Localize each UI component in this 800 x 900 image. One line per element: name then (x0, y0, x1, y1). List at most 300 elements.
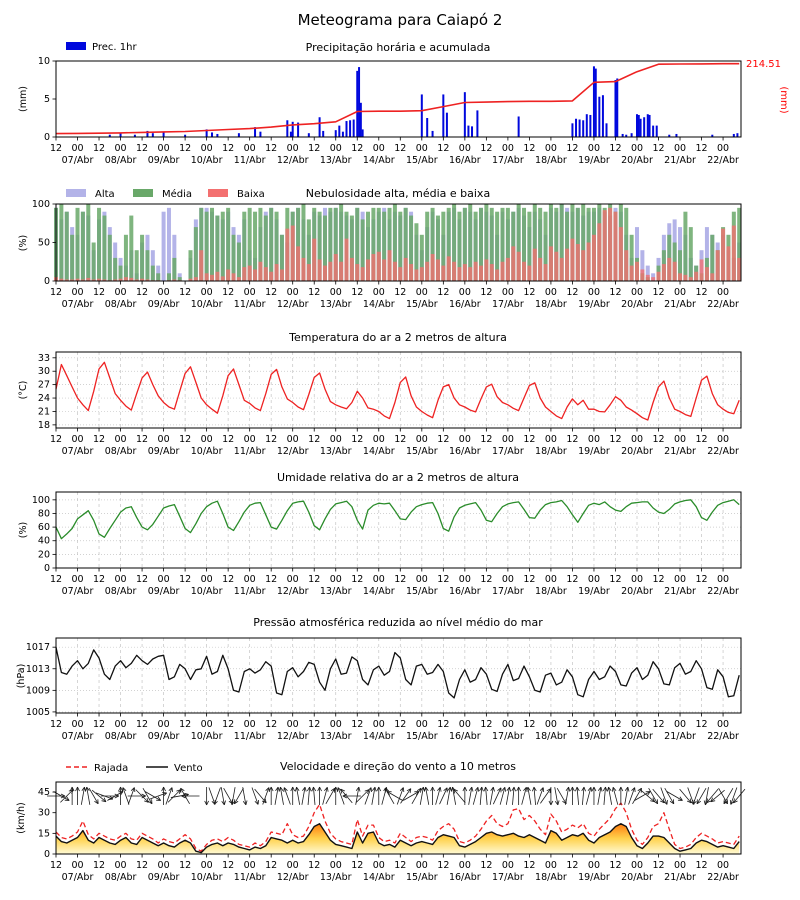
svg-text:21/Abr: 21/Abr (664, 731, 696, 742)
svg-text:21/Abr: 21/Abr (664, 446, 696, 457)
svg-text:00: 00 (372, 574, 385, 585)
svg-text:30: 30 (37, 366, 50, 378)
svg-text:00: 00 (114, 143, 127, 154)
svg-text:09/Abr: 09/Abr (147, 299, 180, 310)
svg-text:12: 12 (179, 574, 192, 585)
svg-text:12: 12 (480, 574, 493, 585)
svg-text:12: 12 (652, 860, 665, 871)
svg-text:12: 12 (136, 143, 149, 154)
svg-text:00: 00 (372, 719, 385, 730)
svg-text:30: 30 (37, 807, 50, 819)
svg-text:12: 12 (222, 574, 235, 585)
svg-text:00: 00 (71, 143, 84, 154)
svg-text:17/Abr: 17/Abr (492, 586, 524, 597)
svg-text:00: 00 (286, 287, 299, 298)
svg-text:00: 00 (673, 574, 687, 585)
svg-text:100: 100 (31, 494, 50, 506)
svg-text:09/Abr: 09/Abr (147, 731, 180, 742)
svg-text:00: 00 (114, 287, 127, 298)
svg-text:00: 00 (329, 860, 342, 871)
svg-text:00: 00 (501, 574, 514, 585)
svg-text:18/Abr: 18/Abr (535, 446, 567, 457)
svg-text:12: 12 (566, 719, 579, 730)
svg-text:08/Abr: 08/Abr (104, 586, 137, 597)
svg-text:00: 00 (587, 574, 601, 585)
svg-text:00: 00 (458, 434, 471, 445)
svg-text:18/Abr: 18/Abr (535, 731, 567, 742)
svg-text:12: 12 (695, 287, 708, 298)
chart-title-humidity: Umidade relativa do ar a 2 metros de altura (276, 471, 520, 484)
cloudiness-plot-area (32, 199, 741, 310)
svg-text:18: 18 (37, 419, 50, 431)
accumulated-total-value: 214.51 (746, 59, 781, 70)
svg-text:14/Abr: 14/Abr (362, 299, 395, 310)
svg-text:22/Abr: 22/Abr (707, 299, 739, 310)
svg-text:12: 12 (308, 860, 321, 871)
svg-text:12: 12 (609, 434, 622, 445)
svg-text:12: 12 (695, 719, 708, 730)
svg-text:00: 00 (673, 719, 687, 730)
svg-text:12: 12 (437, 719, 450, 730)
legend-label-prec1hr: Prec. 1hr (92, 42, 137, 53)
svg-text:00: 00 (243, 143, 256, 154)
svg-text:12: 12 (437, 574, 450, 585)
svg-text:12: 12 (92, 719, 106, 730)
chart-title-wind: Velocidade e direção do vento a 10 metros (280, 760, 516, 773)
svg-text:00: 00 (157, 287, 170, 298)
svg-text:12/Abr: 12/Abr (276, 731, 309, 742)
svg-text:00: 00 (630, 143, 644, 154)
svg-text:12: 12 (351, 574, 364, 585)
svg-text:16/Abr: 16/Abr (448, 586, 481, 597)
svg-text:22/Abr: 22/Abr (707, 155, 739, 166)
svg-text:00: 00 (630, 434, 644, 445)
svg-text:08/Abr: 08/Abr (104, 731, 137, 742)
svg-text:1017: 1017 (25, 642, 50, 654)
svg-text:12: 12 (179, 143, 192, 154)
svg-text:20/Abr: 20/Abr (621, 155, 653, 166)
svg-text:19/Abr: 19/Abr (578, 872, 610, 883)
chart-title-cloudiness: Nebulosidade alta, média e baixa (305, 187, 491, 200)
svg-text:14/Abr: 14/Abr (362, 872, 395, 883)
temperature-plot-area (38, 352, 741, 457)
svg-text:14/Abr: 14/Abr (362, 446, 395, 457)
svg-text:00: 00 (630, 574, 644, 585)
svg-text:13/Abr: 13/Abr (319, 446, 352, 457)
svg-text:12: 12 (308, 574, 321, 585)
svg-text:00: 00 (286, 574, 299, 585)
svg-text:00: 00 (458, 860, 471, 871)
svg-text:00: 00 (544, 574, 557, 585)
svg-text:19/Abr: 19/Abr (578, 731, 610, 742)
svg-text:12: 12 (566, 287, 579, 298)
svg-text:12: 12 (308, 287, 321, 298)
svg-text:09/Abr: 09/Abr (147, 586, 180, 597)
svg-text:12: 12 (265, 287, 278, 298)
svg-text:27: 27 (37, 379, 50, 391)
svg-text:12: 12 (49, 143, 63, 154)
svg-text:00: 00 (587, 287, 601, 298)
svg-text:12/Abr: 12/Abr (276, 299, 309, 310)
svg-text:12: 12 (609, 143, 622, 154)
svg-text:21/Abr: 21/Abr (664, 299, 696, 310)
svg-text:17/Abr: 17/Abr (492, 731, 524, 742)
svg-text:13/Abr: 13/Abr (319, 299, 352, 310)
svg-text:0: 0 (43, 849, 50, 860)
svg-text:80: 80 (37, 508, 50, 520)
svg-text:00: 00 (501, 719, 514, 730)
svg-text:00: 00 (114, 860, 127, 871)
svg-text:00: 00 (286, 434, 299, 445)
svg-text:11/Abr: 11/Abr (233, 155, 266, 166)
wind-plot-area (38, 782, 745, 883)
svg-text:13/Abr: 13/Abr (319, 155, 352, 166)
svg-text:12/Abr: 12/Abr (276, 586, 309, 597)
svg-text:18/Abr: 18/Abr (535, 155, 567, 166)
svg-text:00: 00 (415, 143, 428, 154)
svg-text:00: 00 (372, 434, 385, 445)
svg-text:12: 12 (480, 434, 493, 445)
svg-text:12: 12 (179, 287, 192, 298)
svg-text:12: 12 (92, 434, 106, 445)
svg-text:45: 45 (37, 787, 50, 799)
svg-text:100: 100 (31, 199, 50, 210)
svg-text:11/Abr: 11/Abr (233, 446, 266, 457)
svg-text:07/Abr: 07/Abr (61, 446, 94, 457)
svg-text:12: 12 (695, 860, 708, 871)
svg-text:15/Abr: 15/Abr (405, 731, 438, 742)
svg-text:13/Abr: 13/Abr (319, 586, 352, 597)
svg-text:00: 00 (587, 860, 601, 871)
svg-text:00: 00 (372, 143, 385, 154)
svg-text:00: 00 (673, 860, 687, 871)
svg-text:00: 00 (286, 860, 299, 871)
svg-text:00: 00 (717, 287, 730, 298)
svg-text:21/Abr: 21/Abr (664, 872, 696, 883)
svg-text:07/Abr: 07/Abr (61, 872, 94, 883)
svg-text:16/Abr: 16/Abr (448, 299, 481, 310)
svg-text:16/Abr: 16/Abr (448, 446, 481, 457)
svg-text:00: 00 (71, 287, 84, 298)
y-axis-label-temperature: (°C) (18, 380, 29, 400)
svg-text:14/Abr: 14/Abr (362, 155, 395, 166)
svg-text:12: 12 (265, 434, 278, 445)
svg-text:00: 00 (630, 860, 644, 871)
svg-text:12/Abr: 12/Abr (276, 446, 309, 457)
svg-text:00: 00 (200, 143, 213, 154)
svg-text:00: 00 (372, 860, 385, 871)
legend-label-vento: Vento (174, 763, 203, 774)
svg-text:15: 15 (37, 828, 50, 840)
svg-text:12: 12 (523, 143, 536, 154)
svg-text:00: 00 (544, 287, 557, 298)
legend-label-alta: Alta (95, 189, 115, 200)
svg-text:12: 12 (523, 287, 536, 298)
svg-text:16/Abr: 16/Abr (448, 155, 481, 166)
svg-text:07/Abr: 07/Abr (61, 155, 94, 166)
svg-text:00: 00 (544, 719, 557, 730)
svg-text:00: 00 (544, 434, 557, 445)
chart-pressure (16, 616, 741, 742)
svg-text:15/Abr: 15/Abr (405, 586, 438, 597)
svg-text:12: 12 (136, 574, 149, 585)
svg-text:10/Abr: 10/Abr (190, 155, 223, 166)
svg-text:00: 00 (329, 719, 342, 730)
svg-text:18/Abr: 18/Abr (535, 586, 567, 597)
svg-text:08/Abr: 08/Abr (104, 872, 137, 883)
svg-text:00: 00 (587, 719, 601, 730)
svg-text:00: 00 (286, 143, 299, 154)
svg-text:17/Abr: 17/Abr (492, 872, 524, 883)
svg-text:00: 00 (587, 434, 601, 445)
svg-text:12: 12 (652, 287, 665, 298)
svg-text:1005: 1005 (25, 706, 50, 718)
svg-text:00: 00 (415, 719, 428, 730)
svg-text:12: 12 (609, 574, 622, 585)
svg-text:12: 12 (523, 719, 536, 730)
svg-text:00: 00 (544, 143, 557, 154)
svg-text:17/Abr: 17/Abr (492, 446, 524, 457)
svg-text:13/Abr: 13/Abr (319, 731, 352, 742)
svg-text:12/Abr: 12/Abr (276, 155, 309, 166)
svg-text:00: 00 (415, 574, 428, 585)
svg-text:22/Abr: 22/Abr (707, 872, 739, 883)
svg-text:00: 00 (501, 860, 514, 871)
svg-text:12: 12 (394, 434, 407, 445)
svg-text:10/Abr: 10/Abr (190, 586, 223, 597)
svg-text:12: 12 (351, 143, 364, 154)
svg-text:00: 00 (157, 860, 170, 871)
y-axis-label-humidity: (%) (18, 521, 29, 539)
svg-text:00: 00 (200, 287, 213, 298)
svg-text:12: 12 (652, 434, 665, 445)
svg-text:15/Abr: 15/Abr (405, 446, 438, 457)
legend-label-rajada: Rajada (94, 763, 129, 774)
svg-text:08/Abr: 08/Abr (104, 446, 137, 457)
svg-text:12: 12 (566, 434, 579, 445)
svg-text:00: 00 (329, 574, 342, 585)
y-axis-label-pressure: (hPa) (16, 663, 27, 689)
chart-title-precipitation: Precipitação horária e acumulada (305, 41, 491, 54)
svg-text:12: 12 (351, 434, 364, 445)
svg-text:00: 00 (415, 860, 428, 871)
svg-text:00: 00 (673, 287, 687, 298)
svg-text:19/Abr: 19/Abr (578, 299, 610, 310)
legend-swatch-baixa (208, 189, 228, 197)
svg-text:00: 00 (243, 860, 256, 871)
svg-text:12: 12 (480, 287, 493, 298)
chart-wind (16, 760, 745, 883)
svg-text:18/Abr: 18/Abr (535, 872, 567, 883)
svg-text:00: 00 (630, 719, 644, 730)
chart-humidity (18, 471, 741, 597)
svg-text:00: 00 (673, 143, 687, 154)
svg-text:20/Abr: 20/Abr (621, 299, 653, 310)
svg-text:12: 12 (394, 860, 407, 871)
svg-text:11/Abr: 11/Abr (233, 299, 266, 310)
svg-text:07/Abr: 07/Abr (61, 731, 94, 742)
svg-text:12: 12 (222, 719, 235, 730)
svg-text:12: 12 (179, 860, 192, 871)
legend-swatch-prec1hr (66, 42, 86, 50)
svg-text:00: 00 (501, 143, 514, 154)
svg-text:12: 12 (265, 719, 278, 730)
svg-text:12: 12 (609, 719, 622, 730)
svg-text:12: 12 (394, 143, 407, 154)
y-axis-label-cloudiness: (%) (18, 234, 29, 252)
svg-text:20/Abr: 20/Abr (621, 446, 653, 457)
svg-text:33: 33 (37, 352, 50, 364)
svg-text:00: 00 (415, 434, 428, 445)
svg-text:12: 12 (566, 574, 579, 585)
svg-text:12: 12 (695, 434, 708, 445)
svg-text:12: 12 (652, 574, 665, 585)
svg-text:12: 12 (437, 860, 450, 871)
svg-text:00: 00 (587, 143, 601, 154)
svg-text:12: 12 (92, 287, 106, 298)
svg-text:00: 00 (501, 434, 514, 445)
legend-label-baixa: Baixa (237, 189, 265, 200)
svg-text:00: 00 (243, 434, 256, 445)
svg-text:00: 00 (71, 434, 84, 445)
svg-text:12: 12 (652, 719, 665, 730)
svg-text:07/Abr: 07/Abr (61, 586, 94, 597)
svg-text:08/Abr: 08/Abr (104, 299, 137, 310)
svg-text:12: 12 (308, 434, 321, 445)
svg-text:00: 00 (717, 434, 730, 445)
svg-text:12: 12 (566, 143, 579, 154)
svg-text:12: 12 (652, 143, 665, 154)
svg-text:00: 00 (71, 860, 84, 871)
svg-text:00: 00 (458, 574, 471, 585)
svg-text:12: 12 (179, 719, 192, 730)
svg-text:24: 24 (37, 393, 50, 405)
svg-text:00: 00 (458, 143, 471, 154)
legend-label-media: Média (162, 189, 193, 200)
svg-text:12: 12 (394, 574, 407, 585)
svg-text:00: 00 (157, 143, 170, 154)
svg-text:00: 00 (157, 434, 170, 445)
svg-text:09/Abr: 09/Abr (147, 872, 180, 883)
svg-text:00: 00 (71, 719, 84, 730)
svg-text:00: 00 (243, 719, 256, 730)
y-axis-label-accum-right: (mm) (778, 86, 789, 114)
svg-text:17/Abr: 17/Abr (492, 155, 524, 166)
svg-text:19/Abr: 19/Abr (578, 446, 610, 457)
svg-text:00: 00 (630, 287, 644, 298)
chart-cloudiness (18, 187, 741, 310)
svg-text:20/Abr: 20/Abr (621, 731, 653, 742)
svg-text:10: 10 (37, 56, 50, 67)
pressure-plot-area (26, 638, 741, 742)
svg-text:12: 12 (351, 287, 364, 298)
legend-swatch-media (133, 189, 153, 197)
svg-text:16/Abr: 16/Abr (448, 872, 481, 883)
svg-text:12: 12 (308, 719, 321, 730)
svg-text:12: 12 (49, 719, 63, 730)
svg-text:12: 12 (394, 719, 407, 730)
svg-text:22/Abr: 22/Abr (707, 586, 739, 597)
svg-text:12: 12 (308, 143, 321, 154)
svg-text:14/Abr: 14/Abr (362, 586, 395, 597)
svg-text:15/Abr: 15/Abr (405, 299, 438, 310)
svg-text:5: 5 (43, 94, 50, 105)
svg-text:07/Abr: 07/Abr (61, 299, 94, 310)
svg-text:09/Abr: 09/Abr (147, 446, 180, 457)
svg-text:1009: 1009 (25, 685, 50, 697)
svg-text:00: 00 (329, 434, 342, 445)
svg-text:12: 12 (92, 143, 106, 154)
svg-text:12: 12 (222, 143, 235, 154)
svg-text:12/Abr: 12/Abr (276, 872, 309, 883)
svg-text:00: 00 (717, 574, 730, 585)
svg-text:12: 12 (480, 860, 493, 871)
svg-text:00: 00 (372, 287, 385, 298)
svg-text:11/Abr: 11/Abr (233, 731, 266, 742)
svg-text:00: 00 (200, 434, 213, 445)
svg-text:10/Abr: 10/Abr (190, 299, 223, 310)
svg-text:00: 00 (329, 143, 342, 154)
y-axis-label-wind: (km/h) (16, 802, 27, 834)
svg-text:12: 12 (695, 143, 708, 154)
svg-text:09/Abr: 09/Abr (147, 155, 180, 166)
svg-text:15/Abr: 15/Abr (405, 872, 438, 883)
svg-text:12: 12 (92, 860, 106, 871)
svg-text:12: 12 (49, 287, 63, 298)
svg-text:12: 12 (136, 860, 149, 871)
svg-text:00: 00 (286, 719, 299, 730)
svg-text:12: 12 (480, 143, 493, 154)
svg-text:17/Abr: 17/Abr (492, 299, 524, 310)
svg-text:22/Abr: 22/Abr (707, 446, 739, 457)
svg-text:12: 12 (222, 287, 235, 298)
svg-text:22/Abr: 22/Abr (707, 731, 739, 742)
svg-text:19/Abr: 19/Abr (578, 155, 610, 166)
precipitation-plot-area (38, 56, 741, 166)
svg-text:0: 0 (43, 563, 50, 574)
svg-text:12: 12 (351, 860, 364, 871)
svg-text:40: 40 (37, 535, 50, 547)
svg-text:12: 12 (136, 287, 149, 298)
chart-precipitation (18, 41, 789, 166)
page-title: Meteograma para Caiapó 2 (297, 11, 503, 29)
svg-text:12: 12 (394, 287, 407, 298)
svg-text:12: 12 (351, 719, 364, 730)
humidity-plot-area (32, 492, 741, 597)
svg-text:00: 00 (243, 574, 256, 585)
svg-text:20/Abr: 20/Abr (621, 586, 653, 597)
svg-text:18/Abr: 18/Abr (535, 299, 567, 310)
svg-text:12: 12 (222, 434, 235, 445)
svg-text:12: 12 (437, 287, 450, 298)
svg-text:12: 12 (49, 434, 63, 445)
svg-text:00: 00 (157, 574, 170, 585)
svg-text:12: 12 (566, 860, 579, 871)
svg-text:00: 00 (458, 719, 471, 730)
svg-text:00: 00 (157, 719, 170, 730)
svg-text:00: 00 (544, 860, 557, 871)
svg-text:60: 60 (37, 522, 50, 534)
svg-text:1013: 1013 (25, 663, 50, 675)
svg-text:12: 12 (222, 860, 235, 871)
svg-text:12: 12 (480, 719, 493, 730)
svg-text:16/Abr: 16/Abr (448, 731, 481, 742)
svg-text:12: 12 (265, 860, 278, 871)
svg-text:12: 12 (49, 860, 63, 871)
svg-text:14/Abr: 14/Abr (362, 731, 395, 742)
svg-text:00: 00 (717, 143, 730, 154)
svg-text:00: 00 (415, 287, 428, 298)
